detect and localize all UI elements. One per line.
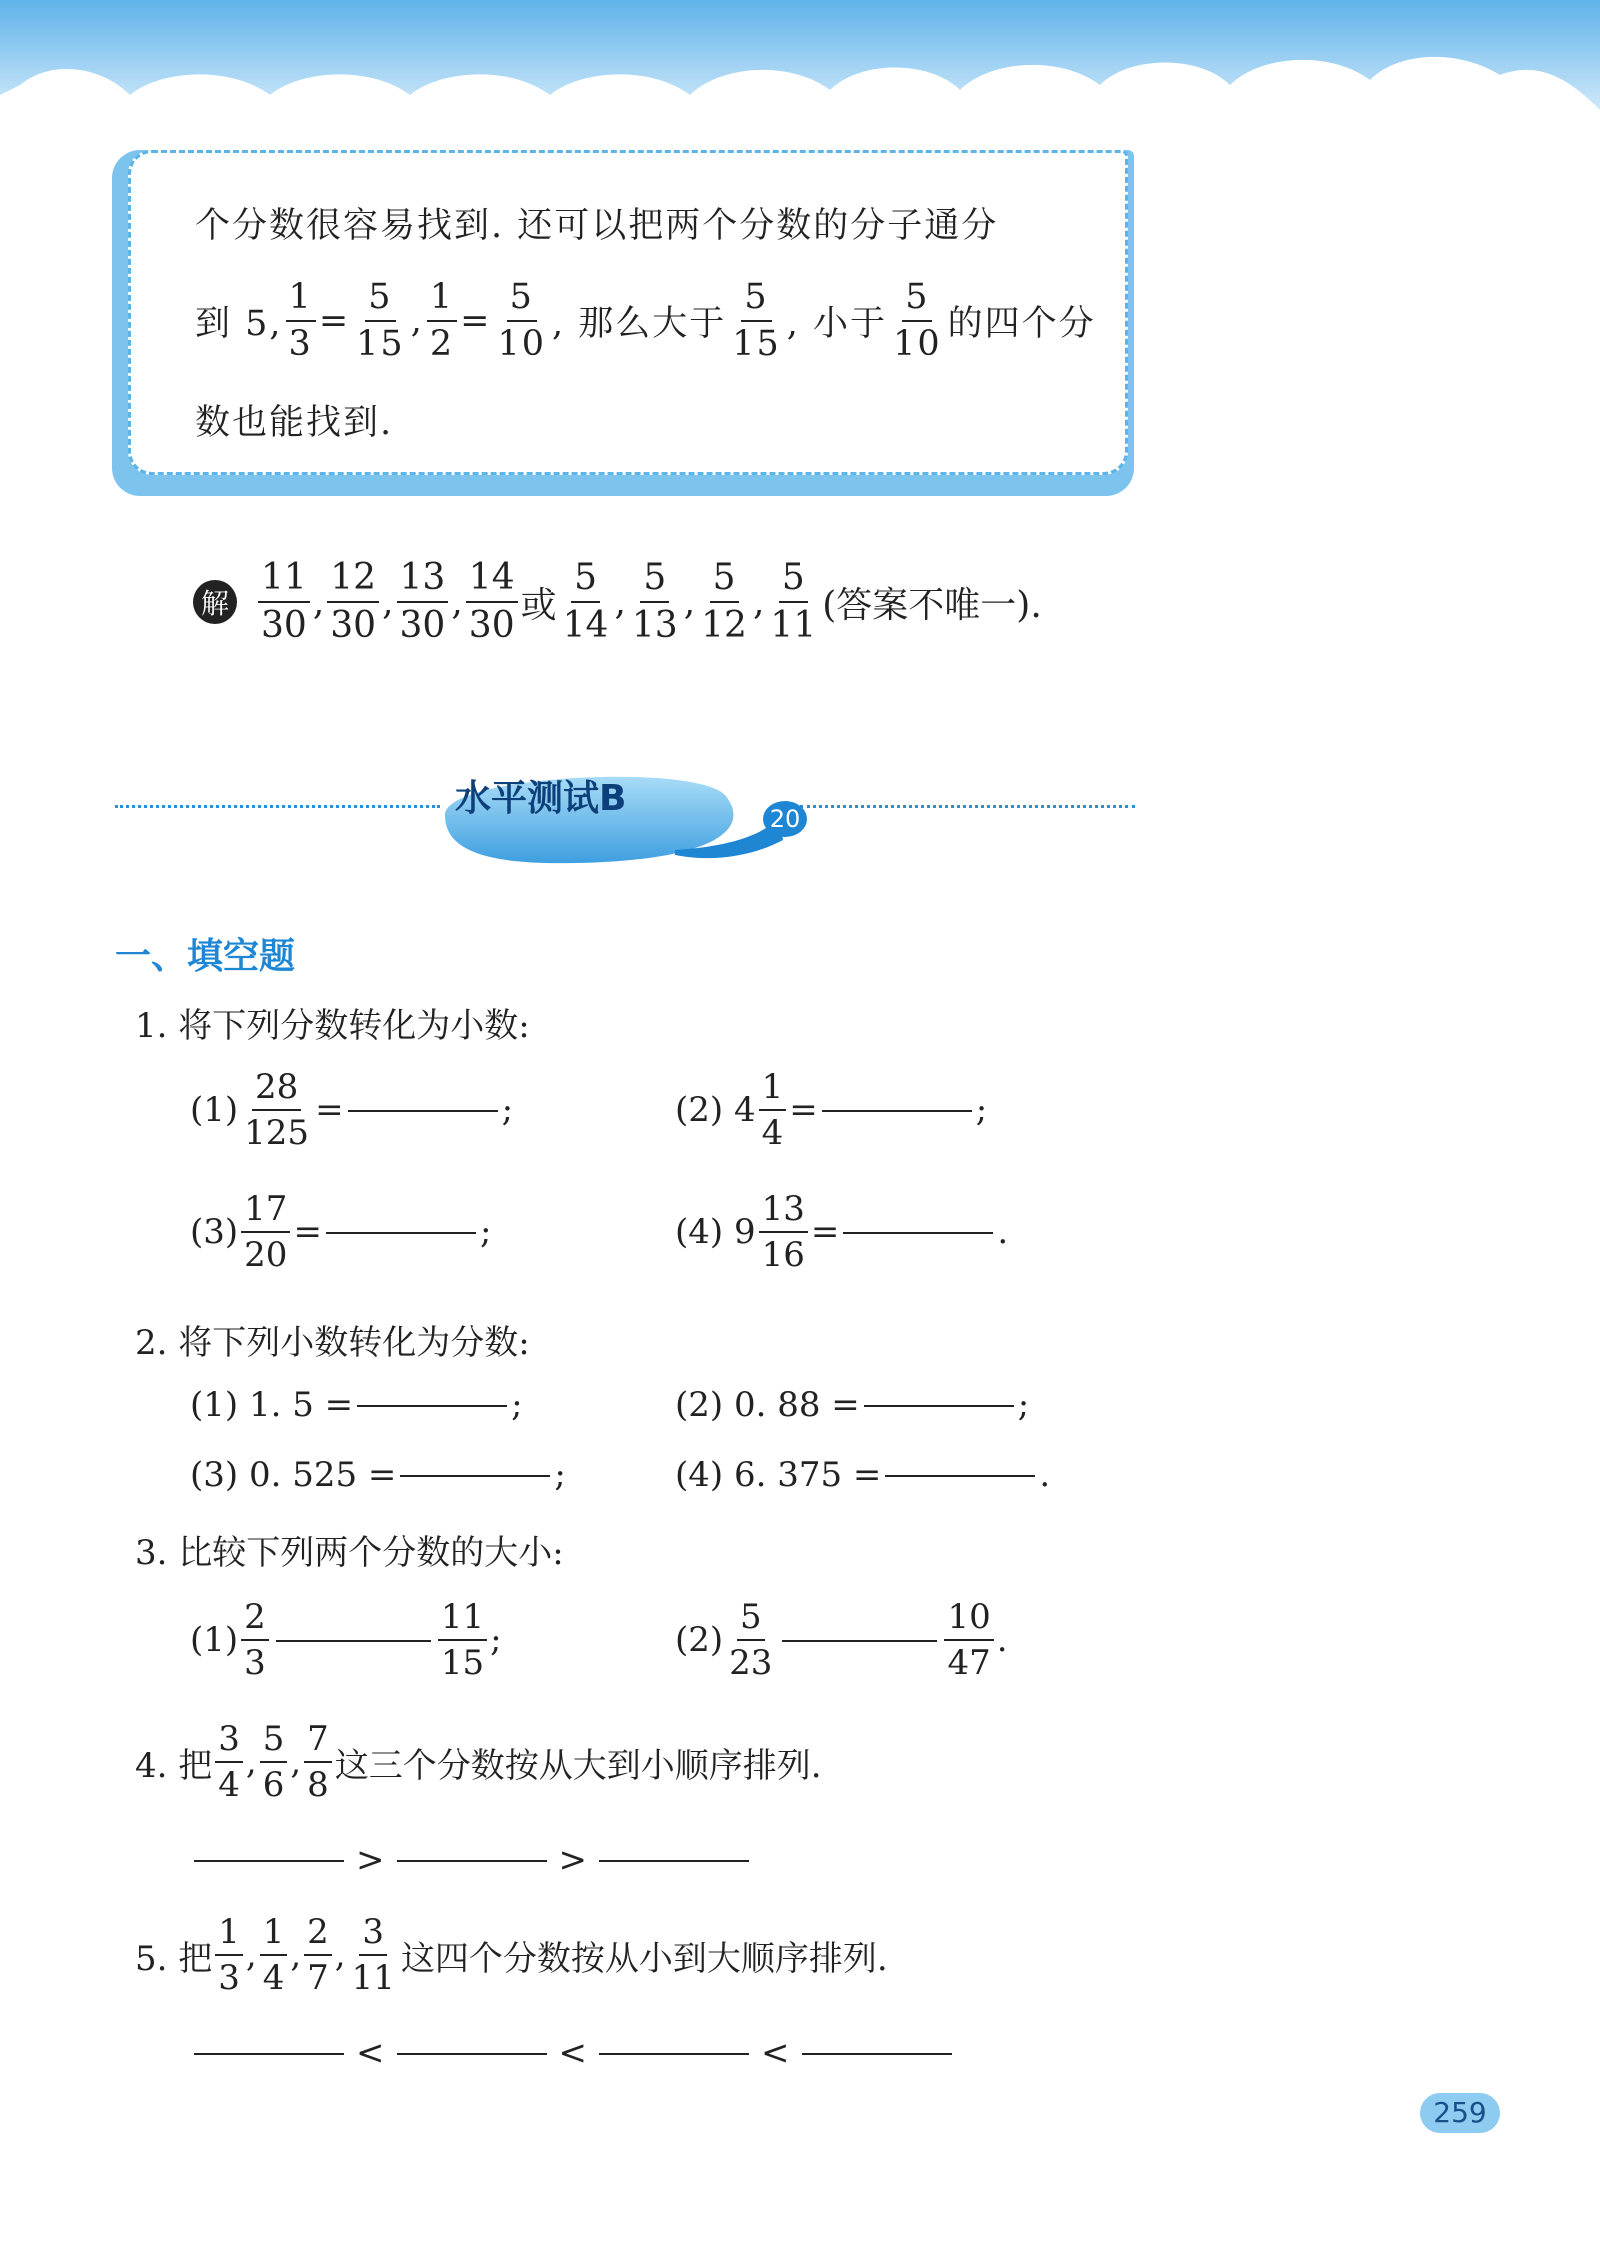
text-segment: = — [318, 301, 351, 341]
denominator: 6 — [262, 1765, 285, 1805]
text-segment: ; — [975, 1090, 988, 1130]
q1-part-2 — [675, 1067, 988, 1153]
denominator: 13 — [631, 605, 678, 646]
q3-part-2 — [675, 1597, 1008, 1683]
text-segment: > — [356, 1840, 385, 1880]
denominator: 14 — [562, 605, 609, 646]
denominator: 30 — [330, 605, 377, 646]
denominator: 30 — [468, 605, 515, 646]
fraction — [494, 277, 549, 364]
numerator: 11 — [258, 560, 310, 603]
text-segment: = — [789, 1090, 818, 1130]
numerator: 5 — [710, 560, 739, 603]
denominator: 7 — [307, 1958, 329, 1998]
denominator: 20 — [244, 1235, 288, 1275]
text-segment: 的四个分 — [947, 304, 1096, 344]
text-segment: < — [761, 2033, 790, 2073]
text-segment: < — [558, 2033, 587, 2073]
fraction — [241, 1189, 290, 1275]
numerator: 2 — [241, 1600, 269, 1641]
numerator: 12 — [327, 560, 379, 603]
numerator: 5 — [571, 560, 600, 603]
numerator: 5 — [507, 280, 537, 322]
numerator: 1 — [286, 280, 316, 322]
numerator: 5 — [365, 280, 395, 322]
numerator: 7 — [304, 1722, 332, 1763]
q1-part-3 — [190, 1189, 492, 1275]
text-segment: ; — [501, 1090, 514, 1130]
numerator: 5 — [640, 560, 669, 603]
fraction — [215, 1912, 243, 1998]
text-segment: , — [410, 301, 424, 341]
section-title: 一、填空题 — [115, 936, 296, 977]
q1-part-4 — [675, 1189, 1009, 1275]
fraction — [698, 557, 750, 646]
text-segment: ; — [490, 1620, 502, 1660]
fraction — [890, 277, 945, 364]
answer-blank[interactable] — [326, 1231, 476, 1234]
fraction — [241, 1067, 312, 1153]
text-segment: = — [315, 1090, 344, 1130]
fraction — [726, 1597, 775, 1683]
text-segment: (1) 1. 5 = — [190, 1385, 354, 1425]
q4-stem: 4. 把 $\frac{3}{4}$ , $\frac{5}{6}$ , $\frac{7}{8}$ 这三个分数按从大到小顺序排列. — [135, 1719, 822, 1805]
q2-part-2 — [675, 1385, 1029, 1425]
fraction — [304, 1912, 332, 1998]
text-segment: (1) — [190, 1620, 239, 1660]
numerator: 5 — [260, 1722, 288, 1763]
text-segment: (2) 0. 88 = — [675, 1385, 860, 1425]
numerator: 2 — [304, 1915, 332, 1956]
page-number: 259 — [1420, 2093, 1500, 2133]
banner-number: 20 — [763, 801, 807, 837]
q2-stem: 2. 将下列小数转化为分数: — [135, 1323, 530, 1363]
q3-stem: 3. 比较下列两个分数的大小: — [135, 1533, 564, 1573]
denominator: 10 — [893, 324, 942, 364]
answer-blank[interactable] — [194, 2052, 344, 2055]
denominator: 47 — [947, 1643, 991, 1683]
answer-blank[interactable] — [599, 1859, 749, 1862]
fraction — [258, 557, 310, 646]
denominator: 11 — [770, 605, 817, 646]
fraction — [759, 1189, 808, 1275]
q1-stem: 1. 将下列分数转化为小数: — [135, 1006, 530, 1046]
hint-line-1: 个分数很容易找到. 还可以把两个分数的分子通分 — [195, 206, 999, 246]
text-segment: . — [997, 1212, 1009, 1252]
fraction — [286, 277, 316, 364]
answer-blank[interactable] — [397, 2052, 547, 2055]
text-segment: . — [996, 1620, 1008, 1660]
numerator: 10 — [944, 1600, 993, 1641]
fraction — [629, 557, 681, 646]
fraction — [304, 1719, 332, 1805]
text-segment: (4) 9 — [675, 1212, 756, 1252]
numerator: 5 — [902, 280, 932, 322]
text-segment: = — [293, 1212, 322, 1252]
fraction — [353, 277, 408, 364]
denominator: 15 — [732, 324, 781, 364]
q4-answer-row — [190, 1840, 753, 1880]
fraction — [397, 557, 449, 646]
denominator: 8 — [307, 1765, 329, 1805]
text-segment: (3) — [190, 1212, 239, 1252]
numerator: 28 — [252, 1070, 301, 1111]
denominator: 15 — [356, 324, 405, 364]
answer-blank[interactable] — [357, 1404, 507, 1407]
fraction — [427, 277, 457, 364]
denominator: 4 — [218, 1765, 240, 1805]
text-segment: ; — [479, 1212, 492, 1252]
numerator: 14 — [466, 560, 518, 603]
fraction — [260, 1912, 288, 1998]
numerator: 1 — [260, 1915, 288, 1956]
numerator: 13 — [397, 560, 449, 603]
q3-part-1 — [190, 1597, 502, 1683]
text-segment: = — [460, 301, 492, 341]
numerator: 5 — [779, 560, 808, 603]
numerator: 5 — [741, 280, 771, 322]
banner-dotted-line-left — [115, 805, 440, 808]
numerator: 1 — [427, 280, 457, 322]
answer-blank[interactable] — [782, 1639, 937, 1642]
numerator: 11 — [438, 1600, 487, 1641]
text-segment: ; — [1017, 1385, 1030, 1425]
q2-part-4 — [675, 1455, 1050, 1495]
answer-blank[interactable] — [864, 1404, 1014, 1407]
text-segment: > — [558, 1840, 587, 1880]
denominator: 3 — [288, 324, 313, 364]
denominator: 12 — [701, 605, 747, 646]
answer-blank[interactable] — [843, 1231, 993, 1234]
text-segment: (4) 6. 375 = — [675, 1455, 882, 1495]
text-segment: 到 5, — [195, 304, 283, 344]
text-segment: 这四个分数按从小到大顺序排列. — [400, 1938, 888, 1979]
fraction — [466, 557, 518, 646]
numerator: 5 — [737, 1600, 765, 1641]
q2-part-3 — [190, 1455, 566, 1495]
answer-blank[interactable] — [822, 1109, 972, 1112]
text-segment: (2) — [675, 1620, 724, 1660]
solution-line: 解 $\frac{11}{30}$ , $\frac{12}{30}$ , $\frac{13}{30}$ , $\frac{14}{30}$ 或 $\frac{5}{14}$ , $\frac{5}{13}$ , $\frac{5}{12}$ , $\frac{5}{11}$ (答案不唯一). — [193, 560, 1042, 644]
numerator: 13 — [759, 1192, 808, 1233]
answer-blank[interactable] — [400, 1474, 550, 1477]
q2-part-1 — [190, 1385, 523, 1425]
text-segment: 4. 把 — [135, 1745, 213, 1786]
text-segment: , 小于 — [786, 304, 888, 344]
fraction — [349, 1912, 398, 1998]
text-segment: 5. 把 — [135, 1938, 213, 1979]
text-segment: (答案不唯一). — [822, 584, 1042, 626]
denominator: 3 — [244, 1643, 266, 1683]
answer-blank[interactable] — [276, 1639, 431, 1642]
numerator: 1 — [215, 1915, 243, 1956]
denominator: 16 — [761, 1235, 805, 1275]
denominator: 10 — [497, 324, 546, 364]
sky-header — [0, 0, 1600, 150]
banner-dotted-line-right — [800, 805, 1135, 808]
fraction — [944, 1597, 993, 1683]
text-segment: (1) — [190, 1090, 239, 1130]
text-segment: = — [810, 1212, 840, 1252]
fraction — [560, 557, 612, 646]
numerator: 1 — [759, 1070, 787, 1111]
hint-line-3: 数也能找到. — [195, 403, 394, 443]
text-segment: 这三个分数按从大到小顺序排列. — [334, 1745, 822, 1786]
denominator: 30 — [399, 605, 446, 646]
answer-blank[interactable] — [397, 1859, 547, 1862]
text-segment: ; — [511, 1385, 523, 1425]
q5-answer-row — [190, 2033, 956, 2073]
numerator: 3 — [215, 1722, 243, 1763]
banner-title: 水平测试B — [455, 778, 627, 819]
answer-blank[interactable] — [599, 2052, 749, 2055]
q1-part-1 — [190, 1067, 514, 1153]
answer-blank[interactable] — [885, 1474, 1035, 1477]
text-segment: (2) 4 — [675, 1090, 756, 1130]
text-segment: , 那么大于 — [551, 304, 727, 344]
fraction — [241, 1597, 269, 1683]
fraction — [729, 277, 784, 364]
text-segment: 或 — [520, 584, 557, 626]
text-segment: ; — [554, 1455, 566, 1495]
denominator: 4 — [761, 1113, 784, 1153]
denominator: 3 — [218, 1958, 240, 1998]
denominator: 125 — [244, 1113, 310, 1153]
denominator: 4 — [262, 1958, 285, 1998]
fraction — [327, 557, 379, 646]
denominator: 11 — [351, 1958, 395, 1998]
fraction — [759, 1067, 787, 1153]
hint-line-2 — [195, 277, 1096, 364]
answer-blank[interactable] — [802, 2052, 952, 2055]
text-segment: (3) 0. 525 = — [190, 1455, 397, 1495]
numerator: 17 — [241, 1192, 290, 1233]
denominator: 30 — [261, 605, 307, 646]
answer-blank[interactable] — [348, 1109, 498, 1112]
q5-stem: 5. 把 $\frac{1}{3}$ , $\frac{1}{4}$ , $\frac{2}{7}$ , $\frac{3}{11}$ 这四个分数按从小到大顺序排列. — [135, 1912, 888, 1998]
text-segment: < — [356, 2033, 385, 2073]
answer-blank[interactable] — [194, 1859, 344, 1862]
numerator: 3 — [359, 1915, 387, 1956]
solution-badge: 解 — [193, 580, 237, 624]
text-segment: . — [1039, 1455, 1051, 1495]
denominator: 15 — [440, 1643, 485, 1683]
fraction — [260, 1719, 288, 1805]
fraction — [438, 1597, 487, 1683]
fraction — [767, 557, 819, 646]
fraction — [215, 1719, 243, 1805]
denominator: 23 — [729, 1643, 773, 1683]
denominator: 2 — [429, 324, 455, 364]
